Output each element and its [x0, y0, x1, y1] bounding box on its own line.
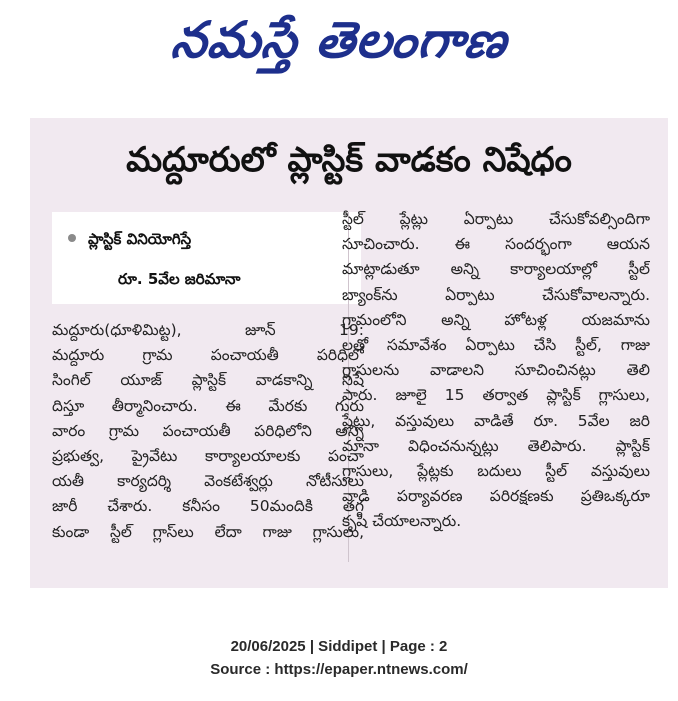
text-line: మద్దూరు(ధూళిమిట్ట), జూన్ 19:	[52, 321, 364, 339]
subheadline-box	[52, 212, 361, 304]
text-line: దిస్తూ తీర్మానించారు. ఈ మేరకు గురు	[52, 396, 364, 415]
masthead-logo: నమస్తే తెలంగాణ	[168, 10, 511, 69]
text-line: కుండా స్టీల్ గ్లాస్‌లు లేదా గాజు గ్లాసులు,	[52, 522, 364, 541]
text-line: సింగిల్ యూజ్ ప్లాస్టిక్ వాడకాన్ని నిషే	[52, 371, 364, 390]
text-line: జారీ చేశారు. కనీసం 50మందికి తగ్గ	[52, 497, 364, 516]
footer-source-link[interactable]: Source : https://epaper.ntnews.com/	[210, 661, 468, 678]
article-column-left	[52, 318, 364, 545]
text-line: ప్రభుత్వ, ప్రైవేటు కార్యాలయాలకు పంచా	[52, 447, 364, 466]
text-line: మద్దూరు గ్రామ పంచాయతీ పరిధిలో	[52, 346, 364, 365]
text-line: సూచించారు. ఈ సందర్భంగా ఆయన	[342, 235, 650, 254]
text-line: మానా విధించనున్నట్లు తెలిపారు. ప్లాస్టిక్	[342, 436, 650, 455]
text-line: గ్లాసులను వాడాలని సూచించినట్లు తెలి	[342, 361, 650, 380]
text-line: కృషి చేయాలన్నారు.	[342, 512, 462, 531]
subheadline-line-2: రూ. 5వేల జరిమానా	[118, 270, 241, 288]
footer-edition-info: 20/06/2025 | Siddipet | Page : 2	[230, 638, 448, 655]
text-line: వారం గ్రామ పంచాయతీ పరిధిలోని అన్ని	[52, 421, 364, 440]
bullet-icon	[68, 234, 76, 242]
text-line: గ్రామంలోని అన్ని హోటళ్ల యజమాను	[342, 310, 650, 329]
text-line: లతో సమావేశం ఏర్పాటు చేసి స్టీల్, గాజు	[342, 336, 650, 355]
subheadline-line-1: ప్లాస్టిక్ వినియోగిస్తే	[68, 230, 191, 252]
text-line: గ్లాసులు, ప్లేట్లకు బదులు స్టీల్ వస్తువులు	[342, 462, 650, 481]
text-line: వాడి పర్యావరణ పరిరక్షణకు ప్రతిఒక్కరూ	[342, 487, 650, 506]
text-line: ప్లేట్లు, వస్తువులు వాడితే రూ. 5వేల జరి	[342, 411, 650, 430]
text-line: మాట్లాడుతూ అన్ని కార్యాలయాల్లో స్టీల్	[342, 260, 650, 279]
text-line: పారు. జూలై 15 తర్వాత ప్లాస్టిక్ గ్లాసులు,	[342, 386, 650, 405]
newspaper-masthead	[0, 0, 678, 92]
news-clipping	[30, 118, 668, 588]
text-line: బ్యాంక్‌ను ఏర్పాటు చేసుకోవాలన్నారు.	[342, 285, 650, 304]
article-headline: మద్దూరులో ప్లాస్టిక్ వాడకం నిషేధం	[126, 140, 572, 180]
text-line: యతీ కార్యదర్శి వెంకటేశ్వర్లు నోటీసులు	[52, 472, 364, 491]
article-column-right	[342, 207, 650, 535]
text-line: స్టీల్ ప్లేట్లు ఏర్పాటు చేసుకోవల్సిందిగా	[342, 210, 650, 228]
